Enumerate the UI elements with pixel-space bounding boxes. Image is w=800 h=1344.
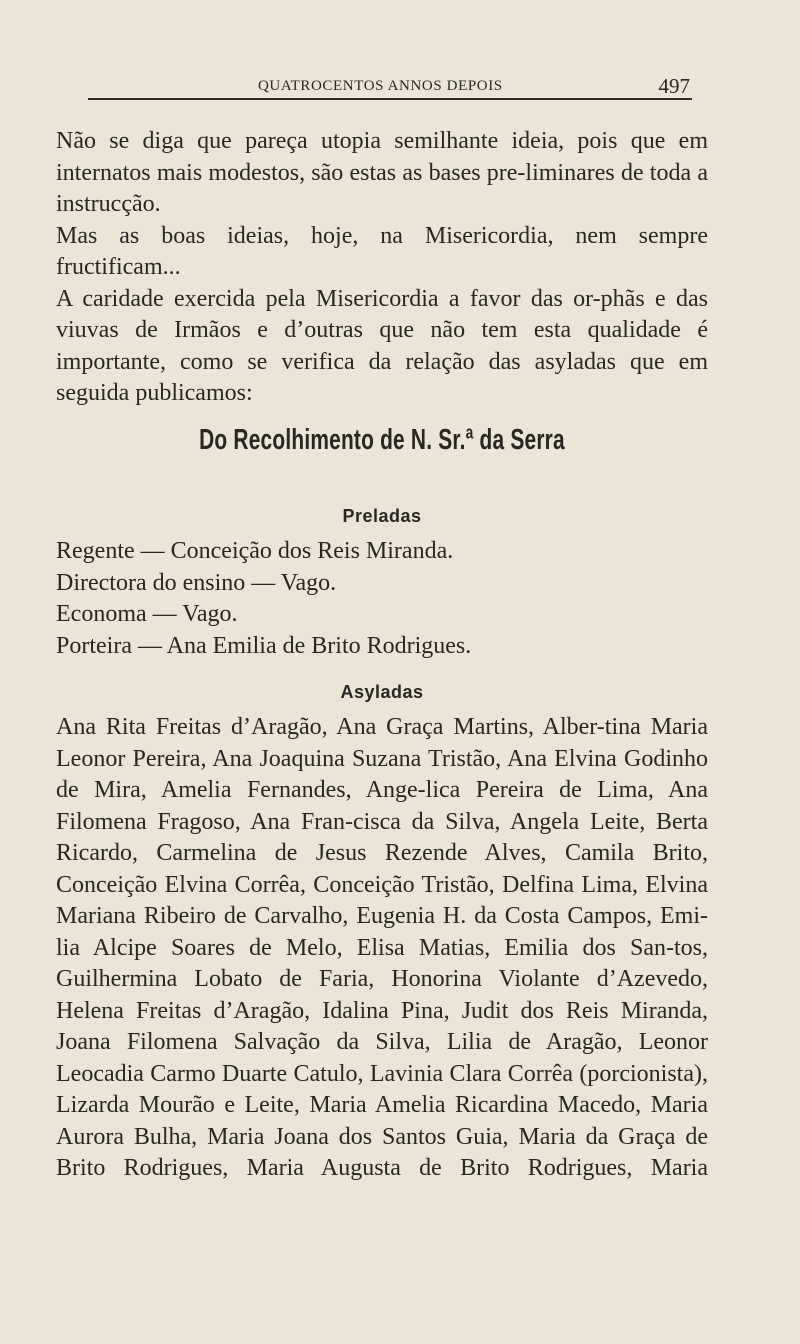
preladas-list	[56, 536, 708, 662]
intro-paragraph: Mas as boas ideias, hoje, na Misericordia, nem sempre fructificam...	[56, 222, 708, 280]
intro-paragraph: Não se diga que pareça utopia semilhante ideia, pois que em internatos mais modestos, são estas as bases pre-liminares de toda a instrucção.	[56, 128, 708, 217]
intro-text	[56, 126, 708, 410]
preladas-heading: Preladas	[342, 506, 422, 526]
asyladas-list: Ana Rita Freitas d’Aragão, Ana Graça Martins, Alber-tina Maria Leonor Pereira, Ana Joaquina Suzana Tristão, Ana Elvina Godinho de Mira, Amelia Fernandes, Ange-lica Pereira de Lima, Ana Filomena Fragoso, Ana Fran-cisca da Silva, Angela Leite, Berta Ricardo, Carmelina de Jesus Rezende Alves, Camila Brito, Conceição Elvina Corrêa, Conceição Tristão, Delfina Lima, Elvina Mariana Ribeiro de Carvalho, Eugenia H. da Costa Campos, Emi-lia Alcipe Soares de Melo, Elisa Matias, Emilia dos San-tos, Guilhermina Lobato de Faria, Honorina Violante d’Azevedo, Helena Freitas d’Aragão, Idalina Pina, Judit dos Reis Miranda, Joana Filomena Salvação da Silva, Lilia de Aragão, Leonor Leocadia Carmo Duarte Catulo, Lavinia Clara Corrêa (porcionista), Lizarda Mourão e Leite, Maria Amelia Ricardina Macedo, Maria Aurora Bulha, Maria Joana dos Santos Guia, Maria da Graça de Brito Rodrigues, Maria Augusta de Brito Rodrigues, Maria	[56, 714, 708, 1181]
header-rule	[88, 98, 692, 100]
section-title: Do Recolhimento de N. Sr.ª da Serra	[199, 424, 565, 456]
intro-paragraph: A caridade exercida pela Misericordia a favor das or-phãs e das viuvas de Irmãos e d’outras que não tem esta qualidade é importante, como se verifica da relação das asyladas que em seguida publicamos:	[56, 285, 708, 406]
preladas-entry: Regente — Conceição dos Reis Miranda.	[56, 538, 454, 564]
preladas-entry: Directora do ensino — Vago.	[56, 569, 337, 596]
preladas-entry: Porteira — Ana Emilia de Brito Rodrigues.	[56, 632, 472, 659]
page-number: 497	[658, 74, 690, 98]
running-title: QUATROCENTOS ANNOS DEPOIS	[258, 78, 503, 94]
preladas-entry: Economa — Vago.	[56, 601, 238, 627]
asyladas-heading: Asyladas	[340, 682, 424, 702]
